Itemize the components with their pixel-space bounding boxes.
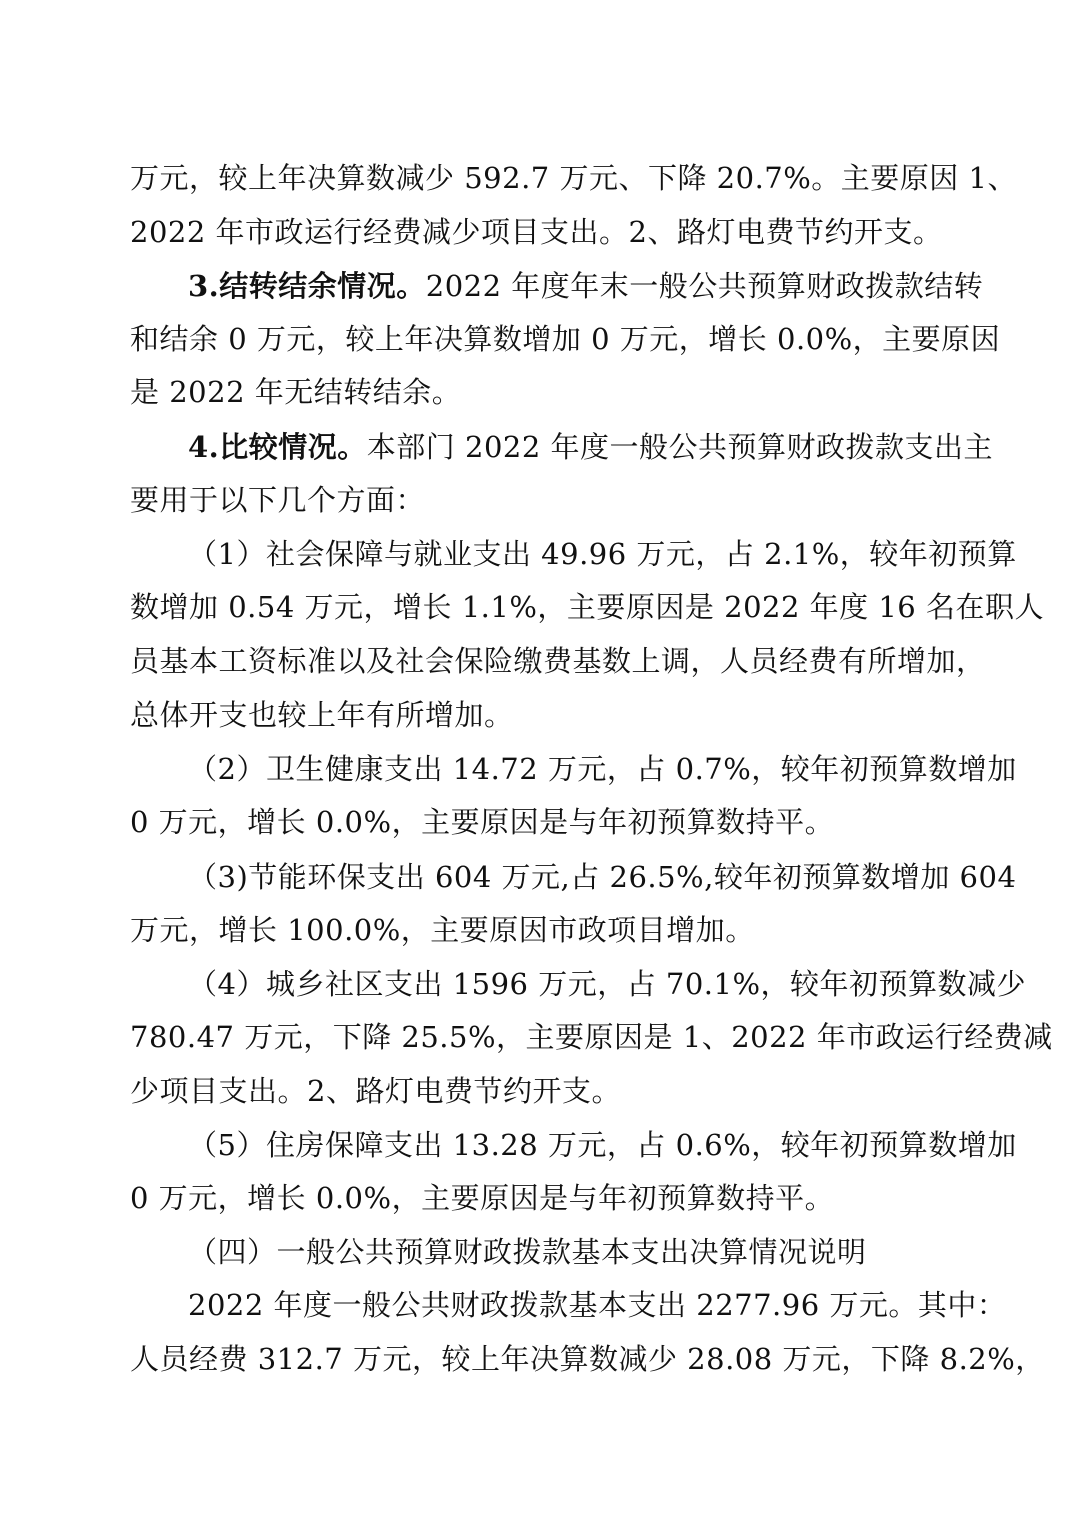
text-line: 总体开支也较上年有所增加。 [130,698,514,732]
text-line: 2022 年度一般公共财政拨款基本支出 2277.96 万元。其中： [188,1288,1007,1322]
text-line: 和结余 0 万元，较上年决算数增加 0 万元，增长 0.0%，主要原因 [130,322,1001,356]
section-heading-basic-expenditure: （四）一般公共预算财政拨款基本支出决算情况说明 [188,1235,867,1269]
section-heading-comparison: 4.比较情况。 [188,430,367,464]
text-line: （5）住房保障支出 13.28 万元，占 0.6%，较年初预算数增加 [188,1128,1017,1162]
text-line: （1）社会保障与就业支出 49.96 万元，占 2.1%，较年初预算 [188,537,1017,571]
text-line: 要用于以下几个方面： [130,483,426,517]
text-fragment: 本部门 2022 年度一般公共预算财政拨款支出主 [366,430,994,464]
text-line: 数增加 0.54 万元，增长 1.1%，主要原因是 2022 年度 16 名在职人 [130,590,1044,624]
text-line: 员基本工资标准以及社会保险缴费基数上调，人员经费有所增加， [130,644,986,678]
text-line: 人员经费 312.7 万元，较上年决算数减少 28.08 万元，下降 8.2%， [130,1342,1045,1376]
text-line: 2022 年市政运行经费减少项目支出。2、路灯电费节约开支。 [130,215,943,249]
text-line: （4）城乡社区支出 1596 万元，占 70.1%，较年初预算数减少 [188,967,1027,1001]
text-line: （3)节能环保支出 604 万元,占 26.5%,较年初预算数增加 604 [188,860,1017,894]
text-line: 0 万元，增长 0.0%，主要原因是与年初预算数持平。 [130,805,835,839]
text-line [188,266,984,306]
text-line: 万元，较上年决算数减少 592.7 万元、下降 20.7%。主要原因 1、 [130,161,1017,195]
text-fragment: 2022 年度年末一般公共预算财政拨款结转 [425,269,984,303]
text-line: 780.47 万元，下降 25.5%，主要原因是 1、2022 年市政运行经费减 [130,1020,1053,1054]
text-line [188,427,994,467]
text-line: 少项目支出。2、路灯电费节约开支。 [130,1074,621,1108]
text-line: 0 万元，增长 0.0%，主要原因是与年初预算数持平。 [130,1181,835,1215]
text-line: 是 2022 年无结转结余。 [130,375,462,409]
section-heading-carryover: 3.结转结余情况。 [188,269,426,303]
text-line: 万元，增长 100.0%，主要原因市政项目增加。 [130,913,755,947]
text-line: （2）卫生健康支出 14.72 万元，占 0.7%，较年初预算数增加 [188,752,1017,786]
